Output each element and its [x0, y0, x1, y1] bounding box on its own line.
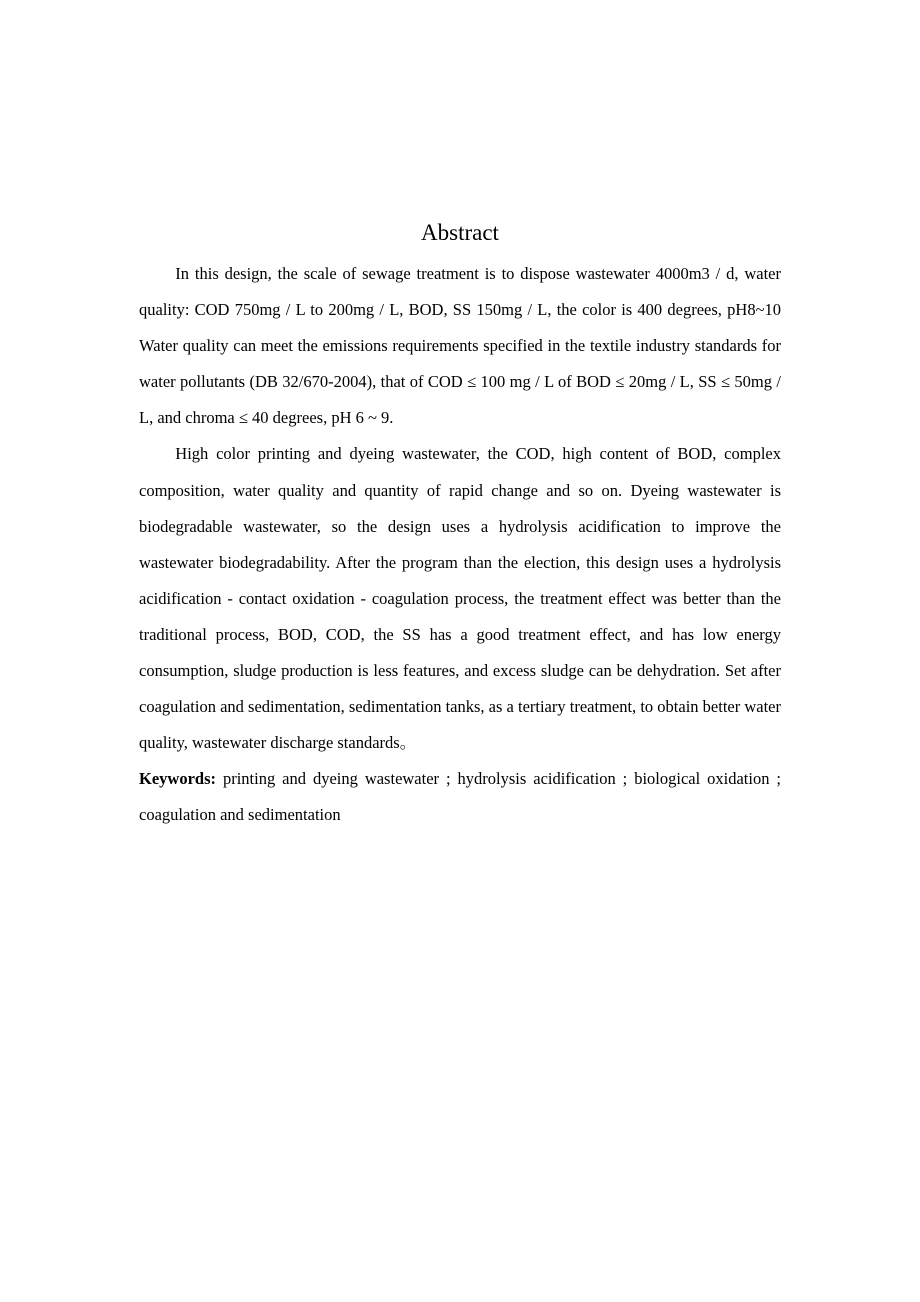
abstract-title: Abstract [421, 220, 499, 245]
keywords-label: Keywords: [139, 769, 216, 789]
abstract-body [139, 256, 798, 834]
abstract-paragraph-2: High color printing and dyeing wastewater, the COD, high content of BOD, complex composition, water quality and quantity of rapid change and so on. Dyeing wastewater is biodegradable wastewater, so the design uses a hydrolysis acidification to improve the wastewater biodegradability. After the program than the election, this design uses a hydrolysis acidification - contact oxidation - coagulation process, the treatment effect was better than the traditional process, BOD, COD, the SS has a good treatment effect, and has low energy consumption, sludge production is less features, and excess sludge can be dehydration. Set after coagulation and sedimentation, sedimentation tanks, as a tertiary treatment, to obtain better water quality, wastewater discharge standards。 [139, 444, 781, 753]
keywords-line [139, 761, 798, 833]
keywords-text: printing and dyeing wastewater ; hydrolysis acidification ; biological oxidation ; coagulation and sedimentation [139, 769, 798, 825]
abstract-paragraph-1: In this design, the scale of sewage treatment is to dispose wastewater 4000m3 / d, water quality: COD 750mg / L to 200mg / L, BOD, SS 150mg / L, the color is 400 degrees, pH8~10 Water quality can meet the emissions requirements specified in the textile industry standards for water pollutants (DB 32/670-2004), that of COD ≤ 100 mg / L of BOD ≤ 20mg / L, SS ≤ 50mg / L, and chroma ≤ 40 degrees, pH 6 ~ 9. [139, 264, 781, 428]
